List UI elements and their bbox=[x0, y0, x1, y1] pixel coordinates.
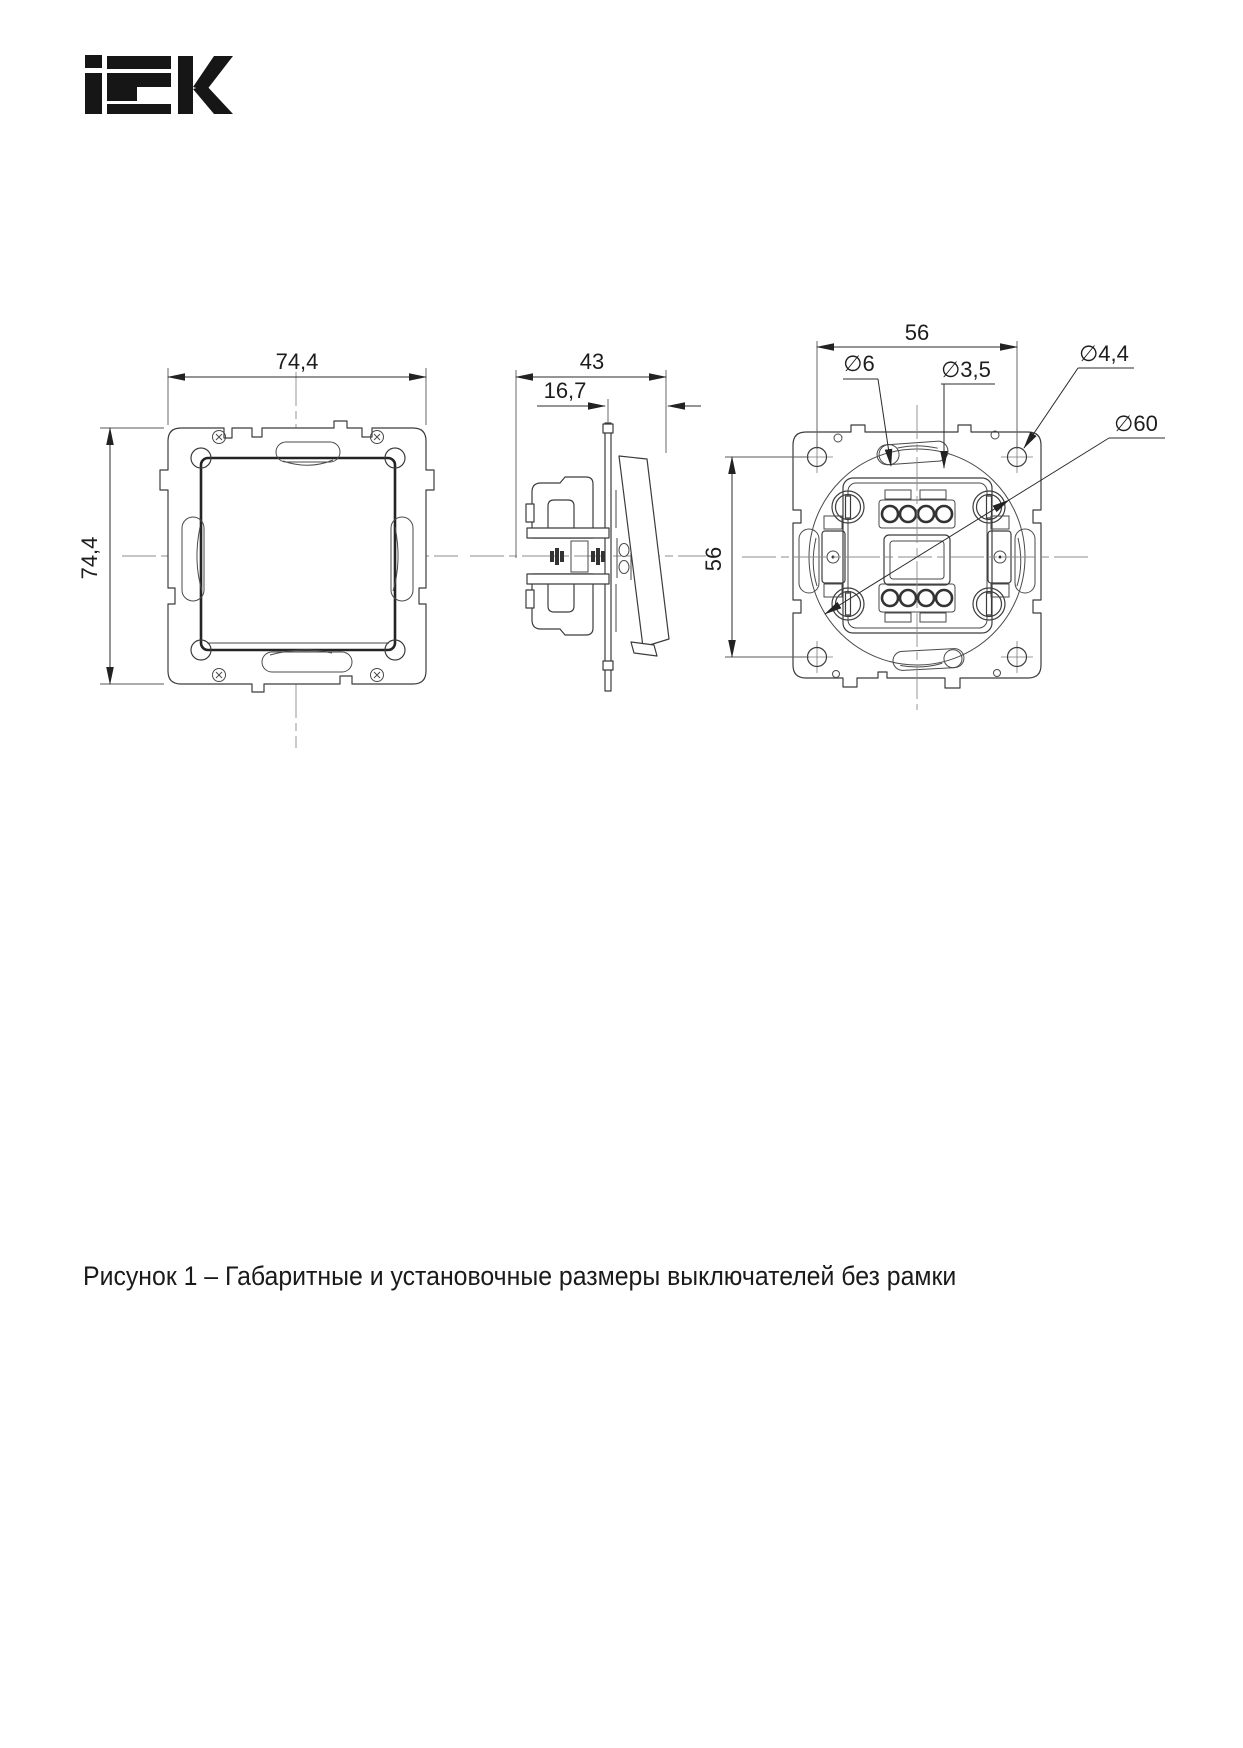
side-view bbox=[470, 349, 706, 691]
back-corner-hole-diameter-label: ∅4,4 bbox=[1079, 341, 1129, 366]
back-small-hole-diameter-label: ∅3,5 bbox=[941, 357, 991, 382]
figure-caption bbox=[83, 1261, 1032, 1292]
side-support-plate bbox=[605, 423, 611, 691]
logo-e-bottom bbox=[107, 104, 171, 114]
side-protrusion-dimension bbox=[537, 378, 701, 423]
side-protrusion-label: 16,7 bbox=[543, 378, 587, 403]
back-hole-spacing-horizontal-label: 56 bbox=[904, 320, 930, 345]
front-width-label: 74,4 bbox=[275, 349, 319, 374]
side-flange-upper bbox=[527, 528, 609, 538]
logo-k-upper-arm bbox=[193, 56, 233, 91]
front-height-label: 74,4 bbox=[77, 536, 102, 580]
back-view bbox=[701, 320, 1165, 710]
logo-k-stem bbox=[178, 56, 193, 114]
side-depth-label: 43 bbox=[579, 349, 605, 374]
logo-e-top bbox=[107, 56, 171, 69]
front-view bbox=[77, 349, 458, 748]
back-slot-diameter-label: ∅6 bbox=[843, 351, 875, 376]
side-plate-bottom-tab bbox=[603, 661, 613, 670]
side-rocker-key bbox=[619, 456, 669, 647]
front-rocker-key bbox=[201, 458, 395, 650]
logo-i-dot bbox=[85, 55, 102, 68]
front-width-dimension bbox=[168, 349, 426, 425]
side-terminal-screws bbox=[550, 548, 605, 565]
side-flange-lower bbox=[527, 574, 609, 584]
side-plate-top-tab bbox=[603, 424, 613, 433]
figure-caption-text: Рисунок 1 – Габаритные и установочные размеры выключателей без рамки bbox=[83, 1261, 957, 1291]
back-mounting-circle-diameter-label: ∅60 bbox=[1114, 411, 1158, 436]
iek-logo bbox=[85, 55, 233, 114]
logo-e-mid bbox=[107, 73, 171, 101]
logo-k-lower-arm bbox=[193, 85, 233, 114]
back-hole-spacing-vertical-label: 56 bbox=[701, 546, 726, 572]
side-contact-bracket bbox=[571, 541, 588, 572]
logo-i-stem bbox=[85, 73, 102, 114]
